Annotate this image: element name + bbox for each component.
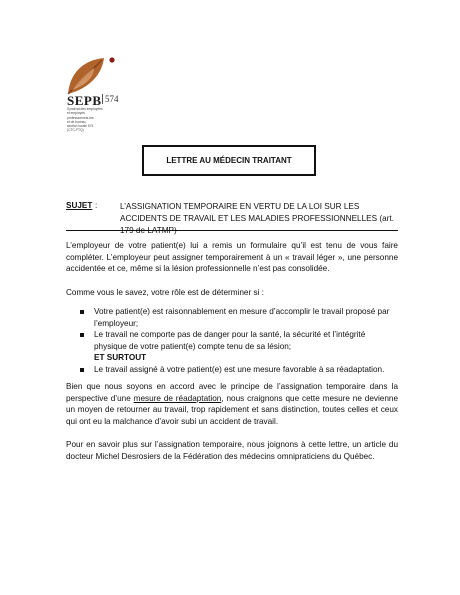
bullet-icon (80, 333, 84, 337)
list-item-text: Le travail ne comporte pas de danger pour la santé, la sécurité et l’intégrité physique de votre patient(e) compte tenu de sa lésion; (94, 330, 366, 351)
letter-title: LETTRE AU MÉDECIN TRAITANT (142, 145, 316, 176)
logo-caption-line: Syndicat des employées (67, 107, 103, 111)
list-item (80, 364, 398, 376)
bullet-icon (80, 310, 84, 314)
leaf-icon (64, 54, 124, 96)
list-item (80, 329, 398, 364)
logo-number: 574 (102, 94, 119, 104)
bullet-icon (80, 368, 84, 372)
list-item-text: Le travail assigné à votre patient(e) est une mesure favorable à sa réadaptation. (94, 364, 385, 374)
list-connector: ET SURTOUT (94, 353, 147, 363)
paragraph-concern (66, 381, 398, 427)
paragraph-concern-start: Bien que nous soyons en accord avec le principe de l’assignation temporaire dans la perspective d’une (66, 382, 398, 403)
subject-label: SUJET (66, 201, 93, 210)
subject-colon: : (95, 201, 98, 210)
paragraph-role: Comme vous le savez, votre rôle est de déterminer si : (66, 288, 264, 297)
paragraph-concern-end: , nous craignons que cette mesure ne devienne un moyen de retourner au travail, trop rapidement et sans distinction, toutes celles et ceux qui ont eu la malchance d’avoir subi un accident de travail. (66, 393, 398, 426)
logo-caption-line: section locale 574 (67, 124, 94, 129)
logo-caption-line: professionnels-les (67, 115, 94, 120)
emphasis-rehabilitation: mesure de réadaptation (133, 393, 222, 403)
union-logo (64, 54, 124, 132)
logo-caption-line: (CTC-FTQ) (67, 128, 84, 133)
criteria-list (80, 306, 398, 376)
logo-wordmark: SEPB (67, 93, 102, 108)
list-item-text: Votre patient(e) est raisonnablement en mesure d’accomplir le travail proposé par l’employeur; (94, 307, 390, 328)
list-item (80, 306, 398, 329)
logo-caption-line: et employés (67, 111, 85, 116)
divider (66, 230, 398, 231)
logo-caption (67, 107, 107, 133)
paragraph-intro: L’employeur de votre patient(e) lui a remis un formulaire qu’il est tenu de vous faire compléter. L’employeur peut assigner temporairement à un « travail léger », une personne accidentée et ce, même si la lésion professionnelle n’est pas consolidée. (66, 241, 398, 274)
paragraph-closing: Pour en savoir plus sur l’assignation temporaire, nous joignons à cette lettre, un article du docteur Michel Desrosiers de la Fédération des médecins omnipraticiens du Québec. (66, 440, 398, 461)
subject-text: L’ASSIGNATION TEMPORAIRE EN VERTU DE LA LOI SUR LES ACCIDENTS DE TRAVAIL ET LES MALADIES PROFESSIONNELLES (art. 179 de LATMP) (120, 202, 394, 235)
logo-caption-line: et de bureau, (67, 119, 87, 124)
